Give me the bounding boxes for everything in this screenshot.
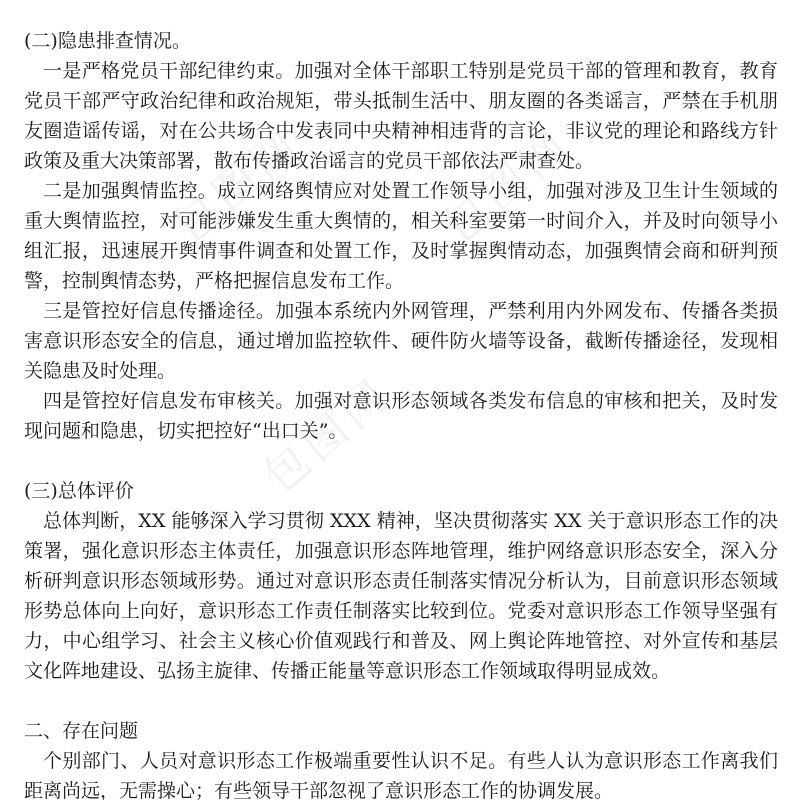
paragraph-info-channels: 三是管控好信息传播途径。加强本系统内外网管理，严禁利用内外网发布、传播各类损害意识形态安全的信息，通过增加监控软件、硬件防火墙等设备，截断传播途径，发现相关隐患及时处理。 (24, 300, 778, 382)
paragraph-overall-judgment: 总体判断，XX 能够深入学习贯彻 XXX 精神，坚决贯彻落实 XX 关于意识形态工作的决策署，强化意识形态主体责任，加强意识形态阵地管理，维护网络意识形态安全，深入分析研判意识形态领域形势。通过对意识形态责任制落实情况分析认为，目前意识形态领域形势总体向上向好，意识形态工作责任制落实比较到位。党委对意识形态工作领导坚强有力，中心组学习、社会主义核心价值观践行和普及、网上舆论阵地管控、对外宣传和基层文化阵地建设、弘扬主旋律、传播正能量等意识形态工作领域取得明显成效。 (24, 510, 778, 682)
watermark: 包图网 (254, 367, 402, 504)
watermark: 包图网 (434, 117, 582, 254)
spacer (24, 686, 778, 716)
spacer (24, 446, 778, 476)
section-heading-hazard-check: (二)隐患排查情况。 (24, 30, 191, 52)
paragraph-problems: 个别部门、人员对意识形态工作极端重要性认识不足。有些人认为意识形态工作离我们距离尚远，无需操心；有些领导干部忽视了意识形态工作的协调发展。 (24, 750, 778, 800)
section-heading-overall-evaluation: (三)总体评价 (24, 480, 134, 502)
paragraph-info-review: 四是管控好信息发布审核关。加强对意识形态领域各类发布信息的审核和把关，及时发现问题和隐患，切实把控好“出口关”。 (24, 390, 778, 442)
document-body (24, 26, 778, 800)
watermark: 包图网 (164, 117, 312, 254)
paragraph-discipline: 一是严格党员干部纪律约束。加强对全体干部职工特别是党员干部的管理和教育，教育党员干部严守政治纪律和政治规矩，带头抵制生活中、朋友圈的各类谣言，严禁在手机朋友圈造谣传谣，对在公共场合中发表同中央精神相违背的言论，非议党的理论和路线方针政策及重大决策部署，散布传播政治谣言的党员干部依法严肃查处。 (24, 60, 778, 172)
paragraph-public-opinion: 二是加强舆情监控。成立网络舆情应对处置工作领导小组，加强对涉及卫生计生领域的重大舆情监控，对可能涉嫌发生重大舆情的，相关科室要第一时间介入，并及时向领导小组汇报，迅速展开舆情事件调查和处置工作，及时掌握舆情动态，加强舆情会商和研判预警，控制舆情态势，严格把握信息发布工作。 (24, 180, 778, 292)
section-heading-problems: 二、存在问题 (24, 720, 139, 742)
